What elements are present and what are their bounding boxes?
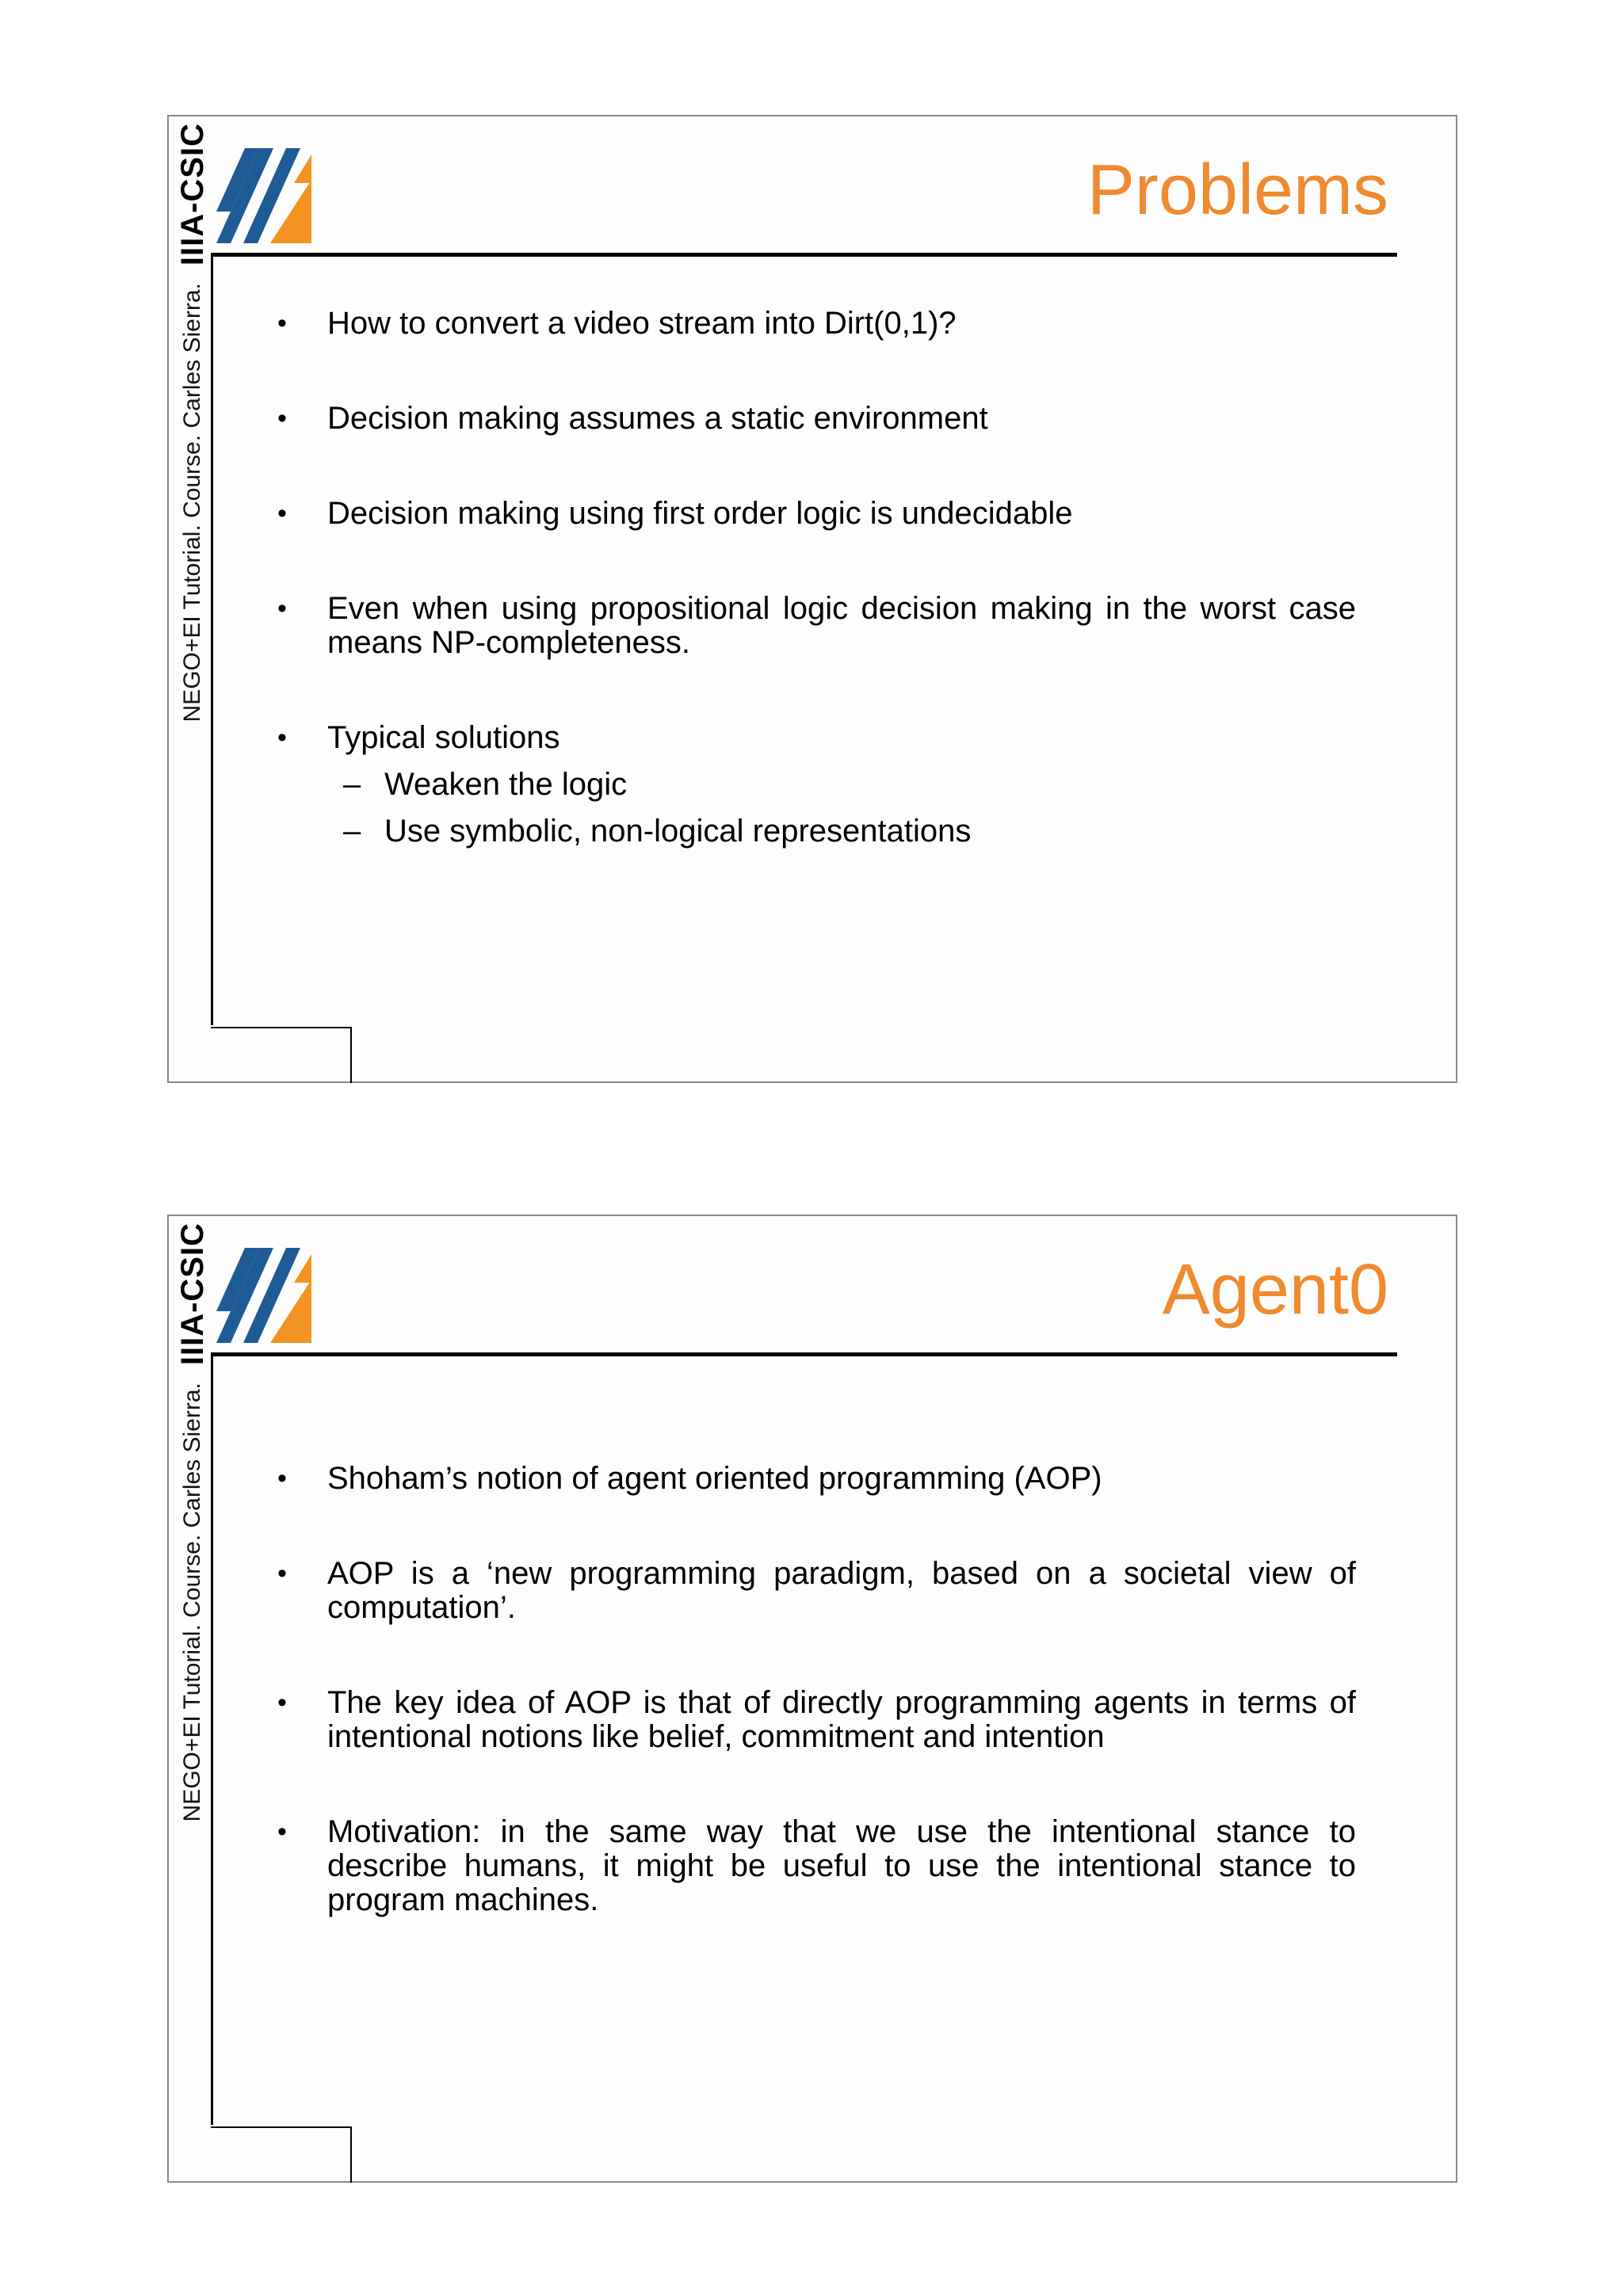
bullet-item	[277, 401, 1356, 436]
title-rule	[211, 1352, 1397, 1356]
sub-bullet-dash: –	[343, 814, 361, 849]
sub-bullet-text: Weaken the logic	[384, 767, 628, 802]
slide-agent0	[167, 1215, 1457, 2183]
bullet-dot: •	[277, 1463, 287, 1493]
bullet-dot: •	[277, 498, 287, 528]
footer-tick	[350, 1027, 352, 1083]
iiia-csic-logo-icon	[216, 1248, 311, 1343]
slide-problems	[167, 115, 1457, 1083]
sub-bullet-text: Use symbolic, non-logical representations	[384, 814, 972, 849]
bullet-text: How to convert a video stream into Dirt(0,1)?	[327, 306, 957, 341]
bullet-text: Decision making assumes a static environment	[327, 401, 988, 436]
iiia-csic-logo-icon	[216, 148, 311, 243]
bullet-text: Motivation: in the same way that we use the intentional stance to describe humans, it might be useful to use the intentional stance to program machines.	[327, 1814, 1356, 1917]
bullet-text: Even when using propositional logic decision making in the worst case means NP-completeness.	[327, 591, 1356, 660]
bullet-item	[277, 591, 1356, 660]
bullet-text: Shoham’s notion of agent oriented programming (AOP)	[327, 1461, 1102, 1496]
bullet-item	[277, 306, 1356, 341]
sub-bullet-item	[327, 768, 1356, 802]
bullet-item	[277, 1461, 1356, 1496]
sub-bullet-dash: –	[343, 767, 361, 802]
bullet-dot: •	[277, 723, 287, 753]
sub-bullet-item	[327, 814, 1356, 849]
bullet-dot: •	[277, 593, 287, 624]
slide-title: Agent0	[1162, 1250, 1388, 1329]
bullet-item	[277, 1685, 1356, 1754]
bullet-dot: •	[277, 1817, 287, 1847]
bullet-text: AOP is a ‘new programming paradigm, based on a societal view of computation’.	[327, 1556, 1356, 1625]
bullet-text: The key idea of AOP is that of directly programming agents in terms of intentional notions like belief, commitment and intention	[327, 1685, 1356, 1754]
bullet-dot: •	[277, 1688, 287, 1718]
bullet-text: Decision making using first order logic is undecidable	[327, 496, 1073, 531]
bullet-item	[277, 1556, 1356, 1625]
bullet-dot: •	[277, 403, 287, 433]
bullet-dot: •	[277, 1558, 287, 1589]
bullet-item	[277, 720, 1356, 849]
bullet-list	[277, 306, 1356, 910]
slide-title: Problems	[1086, 151, 1388, 230]
left-frame-line	[211, 1352, 213, 2125]
title-rule	[211, 253, 1397, 257]
side-caption	[174, 123, 210, 725]
footer-tick	[350, 2126, 352, 2183]
bullet-list	[277, 1461, 1356, 1978]
left-frame-line	[211, 253, 213, 1025]
bullet-dot: •	[277, 308, 287, 338]
footer-line	[211, 2126, 352, 2128]
bullet-text: Typical solutions	[327, 720, 560, 755]
footer-line	[211, 1027, 352, 1028]
side-caption	[174, 1222, 210, 1825]
side-org: IIIA-CSIC	[174, 1222, 210, 1366]
bullet-item	[277, 1814, 1356, 1917]
side-credit: NEGO+EI Tutorial. Course. Carles Sierra.	[179, 1383, 205, 1822]
side-credit: NEGO+EI Tutorial. Course. Carles Sierra.	[179, 283, 205, 723]
side-org: IIIA-CSIC	[174, 123, 210, 266]
sub-bullet-list	[327, 768, 1356, 849]
bullet-item	[277, 496, 1356, 531]
